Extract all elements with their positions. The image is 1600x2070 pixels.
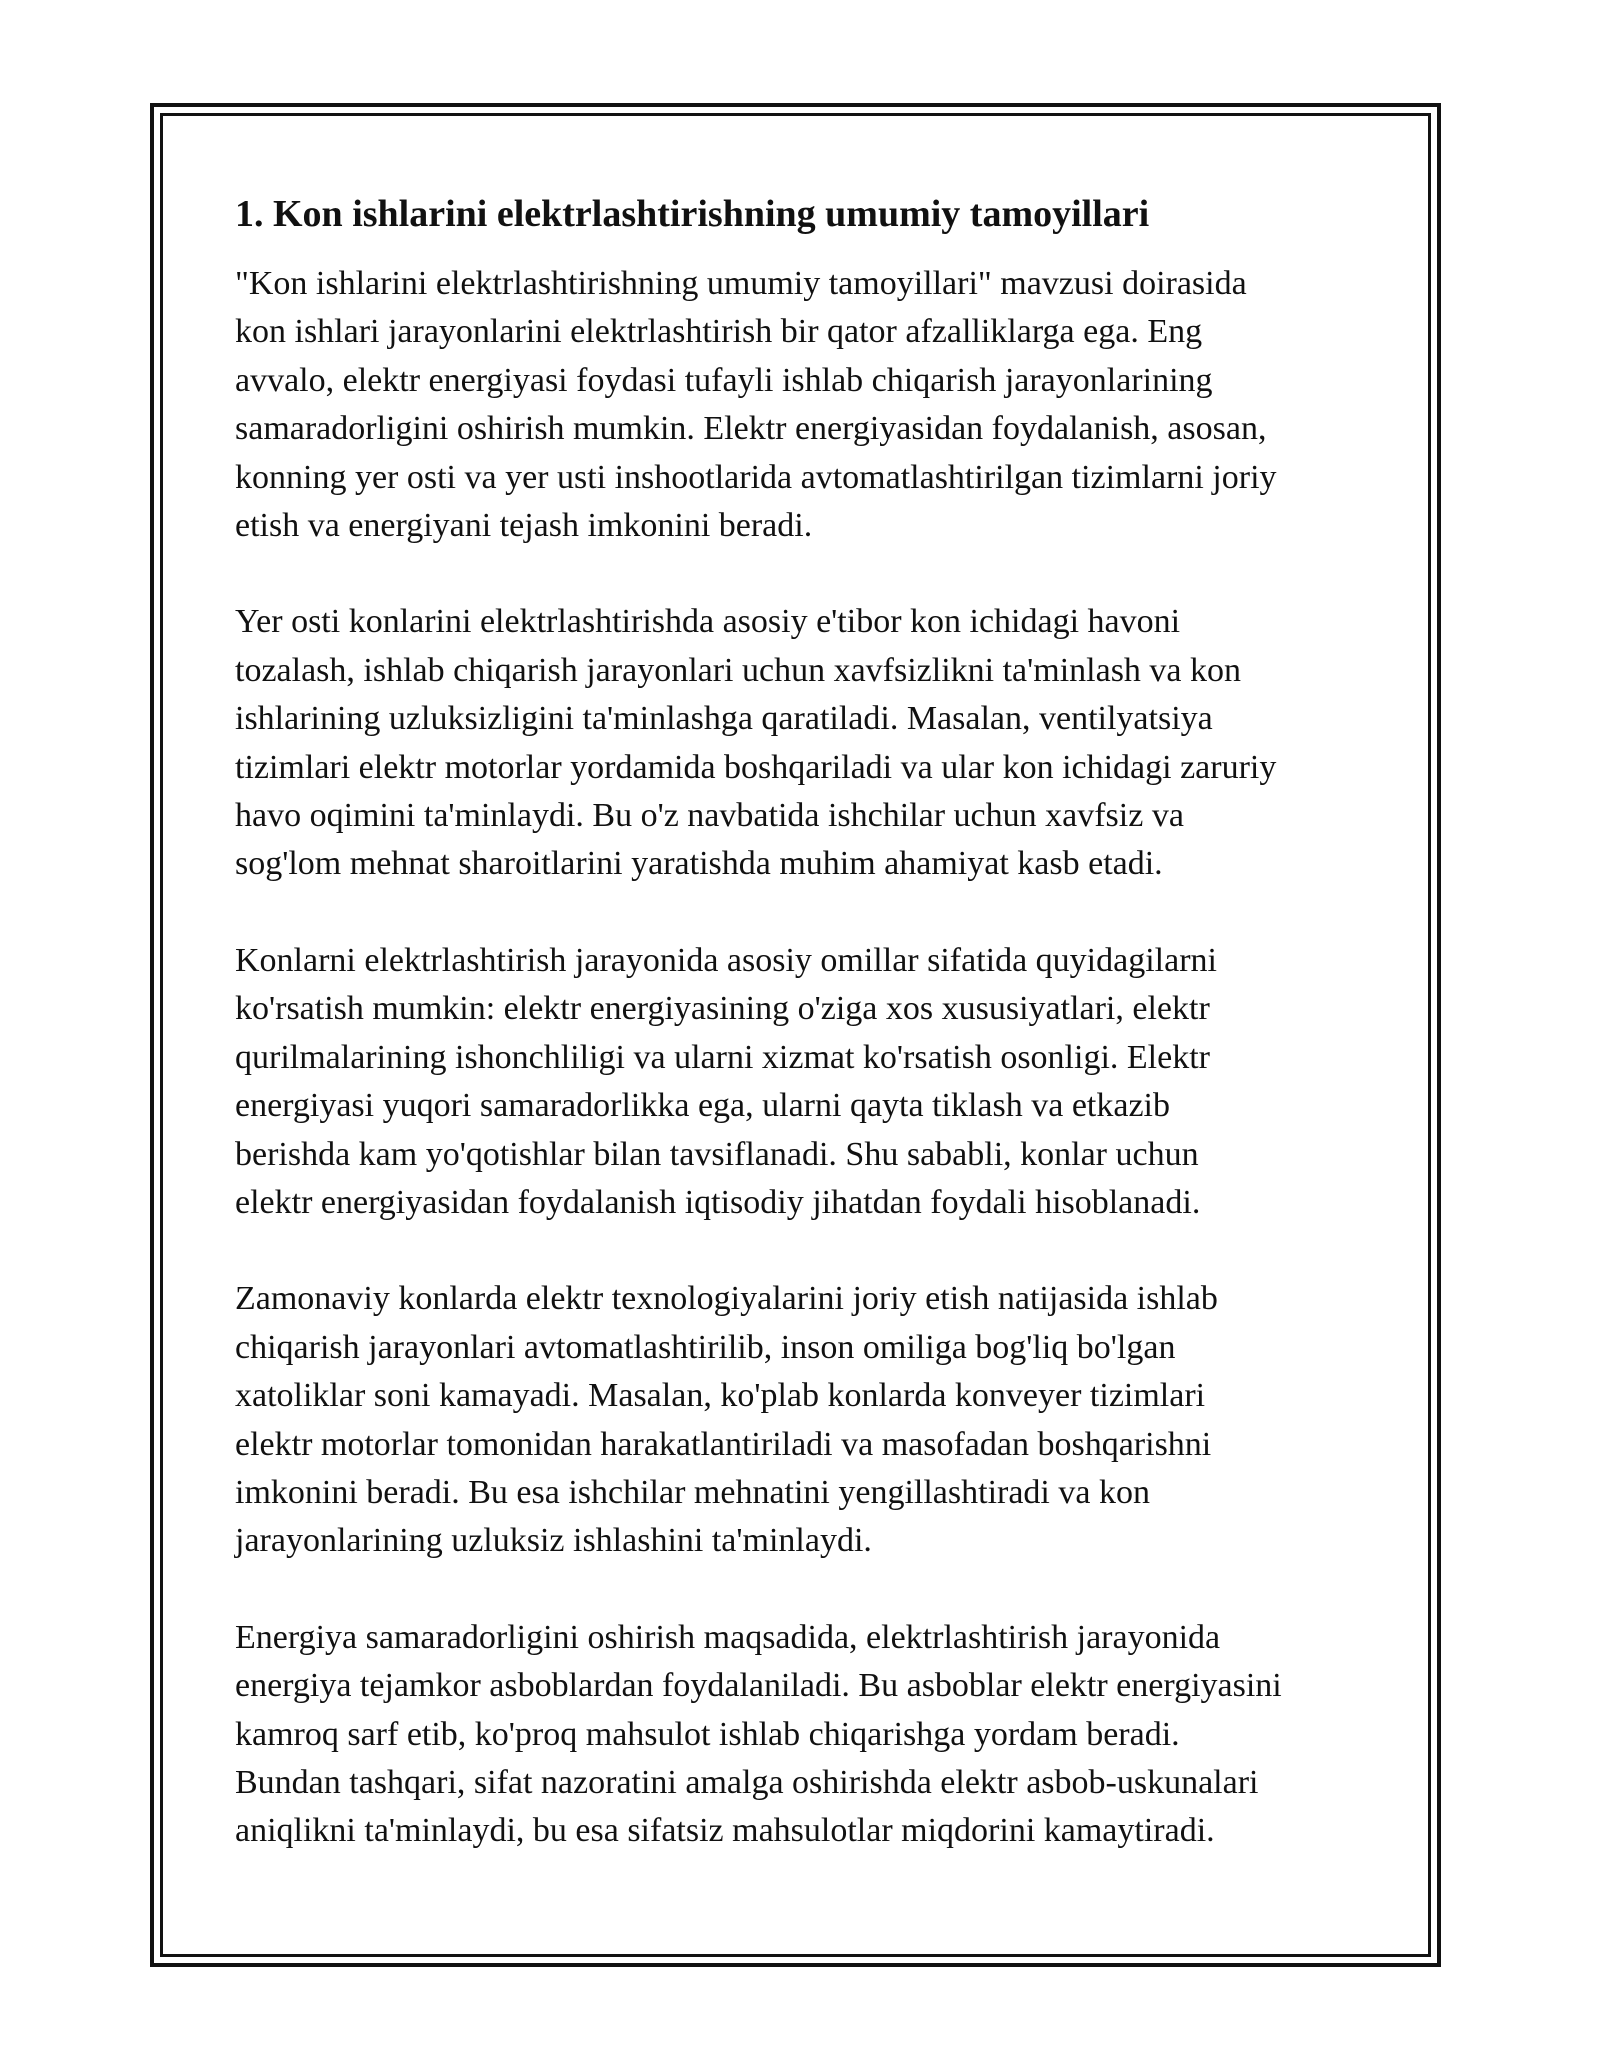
paragraph-line: kon ishlari jarayonlarini elektrlashtirish bir qator afzalliklarga ega. Eng: [235, 313, 1203, 351]
paragraph-line: avvalo, elektr energiyasi foydasi tufayli ishlab chiqarish jarayonlarining: [235, 361, 1213, 399]
paragraph-line: havo oqimini ta'minlaydi. Bu o'z navbatida ishchilar uchun xavfsiz va: [235, 797, 1184, 835]
paragraph-line: elektr motorlar tomonidan harakatlantiriladi va masofadan boshqarishni: [235, 1425, 1212, 1463]
paragraph-line: Bundan tashqari, sifat nazoratini amalga oshirishda elektr asbob-uskunalari: [235, 1763, 1259, 1801]
paragraph-line: imkonini beradi. Bu esa ishchilar mehnatini yengillashtiradi va kon: [235, 1473, 1150, 1511]
paragraph-line: samaradorligini oshirish mumkin. Elektr energiyasidan foydalanish, asosan,: [235, 410, 1267, 448]
paragraph-4: [235, 1275, 1365, 1565]
paragraph-line: xatoliklar soni kamayadi. Masalan, ko'plab konlarda konveyer tizimlari: [235, 1377, 1206, 1415]
paragraph-1: [235, 260, 1365, 550]
paragraph-line: "Kon ishlarini elektrlashtirishning umumiy tamoyillari" mavzusi doirasida: [235, 265, 1247, 302]
paragraph-line: Yer osti konlarini elektrlashtirishda asosiy e'tibor kon ichidagi havoni: [235, 603, 1181, 641]
paragraph-line: tozalash, ishlab chiqarish jarayonlari uchun xavfsizlikni ta'minlash va kon: [235, 651, 1242, 689]
paragraph-line: Zamonaviy konlarda elektr texnologiyalarini joriy etish natijasida ishlab: [235, 1280, 1218, 1318]
paragraph-5: [235, 1614, 1365, 1856]
paragraph-line: energiya tejamkor asboblardan foydalaniladi. Bu asboblar elektr energiyasini: [235, 1667, 1282, 1705]
paragraph-line: etish va energiyani tejash imkonini beradi.: [235, 507, 813, 545]
paragraph-line: jarayonlarining uzluksiz ishlashini ta'minlaydi.: [235, 1522, 872, 1560]
paragraph-2: [235, 598, 1365, 888]
paragraph-line: Energiya samaradorligini oshirish maqsadida, elektrlashtirish jarayonida: [235, 1618, 1221, 1656]
paragraph-line: Konlarni elektrlashtirish jarayonida asosiy omillar sifatida quyidagilarni: [235, 941, 1217, 979]
paragraph-line: ishlarining uzluksizligini ta'minlashga qaratiladi. Masalan, ventilyatsiya: [235, 700, 1213, 738]
paragraph-line: ko'rsatish mumkin: elektr energiyasining o'ziga xos xususiyatlari, elektr: [235, 990, 1210, 1028]
paragraph-line: konning yer osti va yer usti inshootlarida avtomatlashtirilgan tizimlarni joriy: [235, 458, 1277, 496]
paragraph-line: qurilmalarining ishonchliligi va ularni xizmat ko'rsatish osonligi. Elektr: [235, 1038, 1210, 1076]
paragraph-line: elektr energiyasidan foydalanish iqtisodiy jihatdan foydali hisoblanadi.: [235, 1183, 1201, 1221]
document-content: [235, 188, 1365, 1904]
paragraph-line: energiyasi yuqori samaradorlikka ega, ularni qayta tiklash va etkazib: [235, 1087, 1170, 1125]
document-title: 1. Kon ishlarini elektrlashtirishning umumiy tamoyillari: [235, 193, 1150, 235]
paragraph-line: chiqarish jarayonlari avtomatlashtirilib, inson omiliga bog'liq bo'lgan: [235, 1328, 1176, 1366]
paragraph-line: sog'lom mehnat sharoitlarini yaratishda muhim ahamiyat kasb etadi.: [235, 845, 1163, 883]
paragraph-line: berishda kam yo'qotishlar bilan tavsiflanadi. Shu sababli, konlar uchun: [235, 1135, 1199, 1173]
paragraph-line: aniqlikni ta'minlaydi, bu esa sifatsiz mahsulotlar miqdorini kamaytiradi.: [235, 1812, 1215, 1850]
paragraph-line: tizimlari elektr motorlar yordamida boshqariladi va ular kon ichidagi zaruriy: [235, 748, 1277, 786]
paragraph-3: [235, 937, 1365, 1227]
paragraph-line: kamroq sarf etib, ko'proq mahsulot ishlab chiqarishga yordam beradi.: [235, 1715, 1180, 1753]
